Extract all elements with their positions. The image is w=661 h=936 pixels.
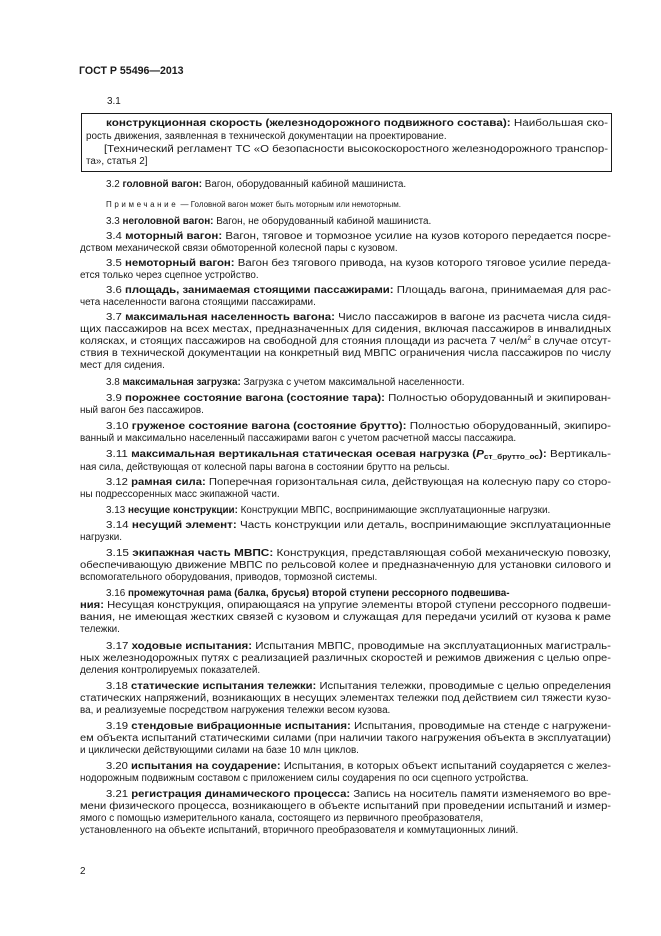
term: максимальная вертикальная статическая осевая нагрузка ( — [131, 449, 477, 460]
term: ния: — [80, 600, 104, 611]
term: немоторный вагон: — [125, 258, 235, 269]
text-run: 3.19 — [106, 721, 132, 732]
text-run: та», статья 2] — [86, 156, 148, 167]
line-content — [80, 532, 122, 544]
text-run: Испытания, в которых объект испытаний соударяется с желез- — [280, 761, 612, 772]
text-run: Примечание — [106, 200, 179, 209]
text-run: ется только через сцепное устройство. — [80, 270, 259, 281]
text-run: 3.20 — [106, 761, 131, 772]
line-content — [106, 761, 611, 773]
document-code-header: ГОСТ Р 55496—2013 — [79, 65, 184, 77]
term: регистрация динамического процесса: — [131, 789, 351, 800]
text-run: и циклически действующими силами на базе 10 млн циклов. — [80, 745, 359, 756]
line-content — [106, 199, 401, 211]
text-run: 3.2 — [106, 179, 123, 190]
text-run: Полностью оборудованный, экипиро- — [406, 421, 611, 432]
line-content — [80, 745, 359, 757]
text-line — [0, 705, 661, 717]
text-run: мест для сидения. — [80, 360, 165, 371]
text-line — [0, 179, 661, 191]
text-line — [0, 336, 661, 348]
term: моторный вагон: — [125, 231, 223, 242]
text-run: Вагон без тягового привода, на кузов которого тяговое усилие переда- — [234, 258, 611, 269]
line-content — [80, 612, 611, 624]
text-run: 3.14 — [106, 520, 132, 531]
text-line — [0, 285, 661, 297]
text-line — [0, 532, 661, 544]
term: испытания на соударение: — [130, 761, 281, 772]
text-run: установленного на объекте испытаний, вторичного преобразователя и коммутационных линий. — [80, 825, 519, 836]
text-run: Часть конструкции или деталь, воспринимающие эксплуатационные — [236, 520, 611, 531]
line-content — [106, 377, 465, 389]
text-line — [0, 489, 661, 501]
text-run: Конструкция, представляющая собой механическую повозку, — [273, 548, 611, 559]
text-run: вания, не имеющая жестких связей с кузовом и служащая для передачи усилий от кузова к раме — [80, 612, 611, 623]
text-run: ная сила, действующая от колесной пары вагона в состоянии брутто на рельсы. — [80, 462, 450, 473]
text-line — [0, 721, 661, 733]
page-number: 2 — [80, 866, 86, 877]
term: порожнее состояние вагона (состояние тара): — [125, 393, 385, 404]
text-run: ных железнодорожных путях с реализацией различных скоростей и режимов движения с целью опре- — [80, 653, 611, 664]
text-run: Запись на носитель памяти изменяемого во вре- — [350, 789, 611, 800]
line-content — [80, 360, 165, 372]
text-run: ны подрессоренных масс экипажной части. — [80, 489, 280, 500]
text-run: Число пассажиров в вагоне из расчета числа сидя- — [334, 312, 611, 323]
text-run: 3.3 — [106, 216, 123, 227]
text-run: щих пассажиров на всех местах, предназначенных для сидения, включая пассажиров в инвалидных — [80, 324, 612, 335]
text-line — [0, 433, 661, 445]
text-run: деления контролируемых показателей. — [80, 665, 261, 676]
text-run: Испытания, проводимые на стенде с нагружени- — [350, 721, 612, 732]
line-content — [80, 433, 516, 445]
note-line — [0, 199, 661, 211]
text-run: чета населенности вагона стоящими пассажирами. — [80, 297, 316, 308]
text-line — [0, 505, 661, 517]
text-run: мени физического процесса, возникающего в объекте испытаний при проведении испытаний и измер- — [80, 801, 611, 812]
text-line — [0, 733, 661, 745]
text-run: 3.13 — [106, 505, 128, 516]
text-run: 3.10 — [106, 421, 132, 432]
text-line — [0, 600, 661, 612]
line-content — [80, 665, 260, 677]
text-line — [0, 653, 661, 665]
line-content — [106, 231, 611, 243]
line-content — [106, 258, 611, 270]
line-content — [80, 462, 450, 474]
text-line — [0, 348, 661, 360]
line-content — [106, 789, 611, 801]
text-line — [0, 324, 661, 336]
term: головной вагон: — [122, 179, 203, 190]
text-line — [0, 243, 661, 255]
text-run: 3.15 — [106, 548, 133, 559]
line-content — [106, 588, 510, 600]
term: конструкционная скорость (железнодорожного подвижного состава): — [106, 118, 511, 129]
superscript: 2 — [527, 335, 532, 342]
text-run: Площадь вагона, принимаемая для рас- — [393, 285, 611, 296]
term: статические испытания тележки: — [131, 681, 317, 692]
text-line — [0, 520, 661, 532]
text-line — [0, 258, 661, 270]
text-run: обеспечивающую движение МВПС по рельсовой колее и предназначенную для установки силового и — [80, 560, 611, 571]
text-line — [0, 156, 661, 168]
text-run: вспомогательного оборудования, приводов, тормозной системы. — [80, 572, 378, 583]
line-content — [106, 641, 611, 653]
text-run: 3.1 — [107, 96, 121, 107]
line-content — [80, 773, 528, 785]
text-line — [0, 641, 661, 653]
line-content — [80, 348, 611, 360]
text-run: в случае отсут- — [531, 336, 611, 347]
term: максимальная загрузка: — [122, 377, 241, 388]
text-line — [0, 421, 661, 433]
text-line — [0, 588, 661, 600]
term: ): — [539, 449, 547, 460]
text-line — [0, 312, 661, 324]
text-line — [0, 144, 661, 156]
text-run: ствия в технической документации на конкретный вид МВПС ограничения числа пассажиров по числу — [80, 348, 611, 359]
text-line — [0, 572, 661, 584]
text-run: Несущая конструкция, опирающаяся на упругие элементы второй ступени рессорного подвеши- — [103, 600, 611, 611]
text-line — [0, 789, 661, 801]
text-line — [0, 96, 661, 108]
text-run: нодорожным подвижным составом с приложением силы соударения по оси сцепного устройства. — [80, 773, 529, 784]
text-line — [0, 270, 661, 282]
term: ходовые испытания: — [131, 641, 253, 652]
text-line — [0, 548, 661, 560]
text-line — [0, 761, 661, 773]
line-content — [106, 548, 611, 560]
text-line — [0, 393, 661, 405]
line-content — [80, 705, 390, 717]
text-run: 3.11 — [106, 449, 132, 460]
text-run: ванный и максимально населенный пассажирами вагон с учетом расчетной массы пассажира. — [80, 433, 517, 444]
text-line — [0, 231, 661, 243]
text-run: Загрузка с учетом максимальной населенности. — [240, 377, 465, 388]
line-content — [106, 505, 550, 517]
line-content — [106, 216, 431, 228]
line-content — [80, 489, 280, 501]
line-content — [106, 179, 406, 191]
term: несущий элемент: — [131, 520, 237, 531]
text-run: 3.12 — [106, 477, 132, 488]
text-line — [0, 131, 661, 143]
term: несущие конструкции: — [127, 505, 238, 516]
term: P — [476, 449, 484, 460]
text-line — [0, 297, 661, 309]
subscript: ст_брутто_ос — [483, 454, 540, 461]
text-line — [0, 612, 661, 624]
line-content — [80, 813, 483, 825]
line-content — [106, 285, 611, 297]
line-content — [107, 96, 121, 108]
text-line — [0, 801, 661, 813]
line-content — [80, 600, 611, 612]
text-run: статических напряжений, возникающих в несущих элементах тележки под действием сил тяжести кузо- — [80, 693, 611, 704]
line-content — [106, 118, 608, 130]
text-line — [0, 360, 661, 372]
text-run: ный вагон без пассажиров. — [80, 405, 204, 416]
line-content — [80, 243, 398, 255]
line-content — [86, 156, 148, 168]
line-content — [80, 270, 259, 282]
text-run: 3.17 — [106, 641, 132, 652]
text-run: 3.21 — [106, 789, 132, 800]
text-line — [0, 477, 661, 489]
text-line — [0, 118, 661, 130]
text-line — [0, 449, 661, 461]
text-run: Вагон, оборудованный кабиной машиниста. — [202, 179, 407, 190]
text-run: нагрузки. — [80, 532, 122, 543]
text-run: дством механической связи обмоторенной колесной пары с кузовом. — [80, 243, 398, 254]
text-run: Вертикаль- — [546, 449, 611, 460]
line-content — [106, 477, 611, 489]
line-content — [80, 624, 120, 636]
text-line — [0, 693, 661, 705]
term: неголовной вагон: — [122, 216, 214, 227]
text-run: ем объекта испытаний статическими силами (при наличии такого нагружения объекта в эксплуатации) — [80, 733, 611, 744]
text-run: Испытания МВПС, проводимые на эксплуатационных магистраль- — [252, 641, 612, 652]
text-run: [Технический регламент ТС «О безопасности высокоскоростного железнодорожного транспор- — [104, 144, 608, 155]
text-run: 3.4 — [106, 231, 126, 242]
text-line — [0, 377, 661, 389]
text-run: рость движения, заявленная в технической документации на проектирование. — [86, 131, 447, 142]
text-run: 3.5 — [106, 258, 126, 269]
term: площадь, занимаемая стоящими пассажирами: — [124, 285, 394, 296]
text-run: Наибольшая ско- — [510, 118, 608, 129]
text-run: Полностью оборудованный и экипирован- — [384, 393, 611, 404]
text-line — [0, 624, 661, 636]
text-run: ямого с помощью измерительного канала, состоящего из первичного преобразователя, — [80, 813, 484, 824]
line-content — [80, 801, 611, 813]
line-content — [106, 393, 611, 405]
text-line — [0, 745, 661, 757]
line-content — [86, 131, 447, 143]
text-run: Вагон, не оборудованный кабиной машиниста. — [213, 216, 432, 227]
line-content — [80, 560, 611, 572]
term: рамная сила: — [131, 477, 206, 488]
line-content — [80, 733, 611, 745]
line-content — [80, 653, 611, 665]
text-line — [0, 560, 661, 572]
text-run: Поперечная горизонтальная сила, действующая на колесную пару со сторо- — [205, 477, 611, 488]
text-run: Вагон, тяговое и тормозное усилие на кузов которого передается посре- — [222, 231, 611, 242]
line-content — [80, 297, 316, 309]
text-run: Конструкции МВПС, воспринимающие эксплуатационные нагрузки. — [237, 505, 551, 516]
line-content — [80, 572, 377, 584]
text-line — [0, 462, 661, 474]
line-content — [106, 421, 611, 433]
term: максимальная населенность вагона: — [125, 312, 335, 323]
text-run: тележки. — [80, 624, 120, 635]
text-run: — Головной вагон может быть моторным или немоторным. — [178, 200, 401, 209]
text-run: Испытания тележки, проводимые с целью определения — [316, 681, 612, 692]
text-line — [0, 813, 661, 825]
text-line — [0, 825, 661, 837]
line-content — [106, 449, 611, 462]
line-content — [106, 520, 611, 532]
text-line — [0, 681, 661, 693]
line-content — [106, 721, 611, 733]
text-run: 3.18 — [106, 681, 132, 692]
text-run: 3.8 — [106, 377, 123, 388]
line-content — [106, 312, 611, 324]
text-run: ва, и реализуемые посредством нагружения тележки весом кузова. — [80, 705, 391, 716]
text-run: 3.16 — [106, 588, 128, 599]
line-content — [80, 405, 204, 417]
text-run: 3.7 — [106, 312, 126, 323]
text-run: 3.6 — [106, 285, 125, 296]
term: промежуточная рама (балка, брусья) второй ступени рессорного подвешива- — [127, 588, 510, 599]
term: стендовые вибрационные испытания: — [131, 721, 351, 732]
term: экипажная часть МВПС: — [132, 548, 274, 559]
line-content — [80, 825, 518, 837]
text-run: 3.9 — [106, 393, 126, 404]
text-run: колясках, и стоящих пассажиров на свободной для стояния площади из расчета 7 чел/м — [80, 336, 528, 347]
text-line — [0, 405, 661, 417]
term: груженое состояние вагона (состояние брутто): — [131, 421, 407, 432]
text-line — [0, 216, 661, 228]
text-line — [0, 665, 661, 677]
line-content — [106, 681, 611, 693]
line-content — [104, 144, 608, 156]
text-line — [0, 773, 661, 785]
line-content — [80, 693, 611, 705]
